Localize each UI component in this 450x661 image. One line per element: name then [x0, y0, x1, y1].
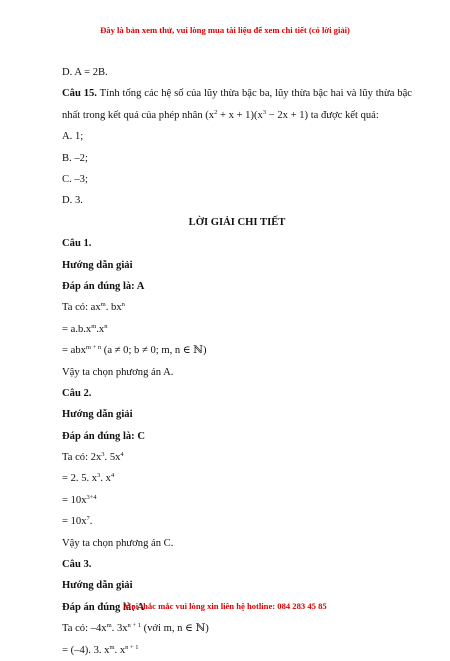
- solution-2-guide: Hướng dẫn giải: [62, 409, 133, 421]
- math-text: . 5x: [104, 452, 121, 464]
- preview-notice-banner: Đây là bản xem thử, vui lòng mua tài liệu để xem chi tiết (có lời giải): [100, 25, 350, 35]
- solution-2-conclusion: Vậy ta chọn phương án C.: [62, 537, 174, 549]
- math-text: = a.b.x: [62, 323, 92, 335]
- math-text: Ta có: –4x: [62, 623, 107, 635]
- solution-3-guide: Hướng dẫn giải: [62, 580, 133, 592]
- solution-1-step-1: [62, 297, 412, 318]
- math-text: .x: [96, 323, 105, 335]
- solution-3-answer: Đáp án đúng là: A: [62, 601, 145, 613]
- exponent: 3: [101, 451, 105, 459]
- exponent: 3+4: [86, 493, 97, 501]
- solution-1-answer: Đáp án đúng là: A: [62, 280, 145, 292]
- exponent: 3: [97, 472, 101, 480]
- exponent: 3: [262, 108, 267, 116]
- solution-1-heading: Câu 1.: [62, 238, 92, 250]
- solution-1-step-2: [62, 319, 412, 340]
- math-text: . 3x: [111, 623, 128, 635]
- solution-2-step-4: [62, 511, 412, 532]
- question-15-text-mid: + x + 1)(x: [217, 109, 263, 121]
- math-text: = (–4). 3. x: [62, 644, 110, 656]
- q15-option-c: C. –3;: [62, 173, 88, 185]
- q14-option-d: D. A = 2B.: [62, 67, 108, 78]
- solution-3-step-2: [62, 640, 412, 661]
- q15-option-a: A. 1;: [62, 131, 84, 143]
- math-text: Ta có: 2x: [62, 452, 102, 464]
- q15-option-b: B. –2;: [62, 152, 88, 164]
- exponent: m + n: [85, 344, 102, 352]
- exponent: n: [104, 322, 108, 330]
- exponent: 2: [214, 108, 218, 116]
- exponent: n: [121, 301, 125, 309]
- exponent: n + 1: [125, 643, 139, 651]
- math-text: = abx: [62, 345, 86, 357]
- document-body: [62, 62, 412, 661]
- exponent: m: [91, 322, 97, 330]
- math-text: . x: [114, 644, 126, 656]
- solution-2-step-2: [62, 468, 412, 489]
- math-text: Ta có: ax: [62, 302, 101, 314]
- question-15-text: Tính tổng các hệ số của lũy thừa bậc ba, lũy thừa bậc hai và lũy thừa bậc nhất trong kết quả của phép nhân (x: [62, 88, 413, 121]
- solutions-title: LỜI GIẢI CHI TIẾT: [188, 216, 286, 228]
- solution-3-step-1: [62, 618, 412, 639]
- exponent: m: [109, 643, 115, 651]
- hotline-notice-banner: Mọi thắc mắc vui lòng xin liên hệ hotline: 084 283 45 85: [123, 601, 327, 611]
- exponent: 7: [86, 515, 90, 523]
- q15-option-d: D. 3.: [62, 195, 83, 207]
- solution-1-conclusion: Vậy ta chọn phương án A.: [62, 366, 174, 378]
- solution-1-step-3: [62, 340, 412, 361]
- solution-2-heading: Câu 2.: [62, 387, 92, 399]
- solution-1-guide: Hướng dẫn giải: [62, 259, 133, 271]
- math-text: .: [89, 516, 93, 528]
- math-text: = 10x: [62, 516, 87, 528]
- math-text: . x: [100, 473, 111, 485]
- question-15-label: Câu 15.: [62, 88, 97, 100]
- solution-2-step-1: [62, 447, 412, 468]
- math-text: (a ≠ 0; b ≠ 0; m, n ∈ ℕ): [101, 345, 207, 357]
- question-15-text-end: − 2x + 1) ta được kết quả:: [266, 109, 379, 121]
- exponent: m: [106, 622, 112, 630]
- exponent: 4: [120, 451, 124, 459]
- math-text: = 2. 5. x: [62, 473, 98, 485]
- solution-2-step-3: [62, 490, 412, 511]
- solution-2-answer: Đáp án đúng là: C: [62, 430, 146, 442]
- exponent: n + 1: [127, 622, 141, 630]
- question-15: [62, 83, 412, 126]
- solution-3-heading: Câu 3.: [62, 559, 92, 571]
- math-text: = 10x: [62, 494, 87, 506]
- math-text: . bx: [105, 302, 122, 314]
- exponent: 4: [110, 472, 115, 480]
- math-text: (với m, n ∈ ℕ): [140, 623, 209, 635]
- exponent: m: [100, 301, 106, 309]
